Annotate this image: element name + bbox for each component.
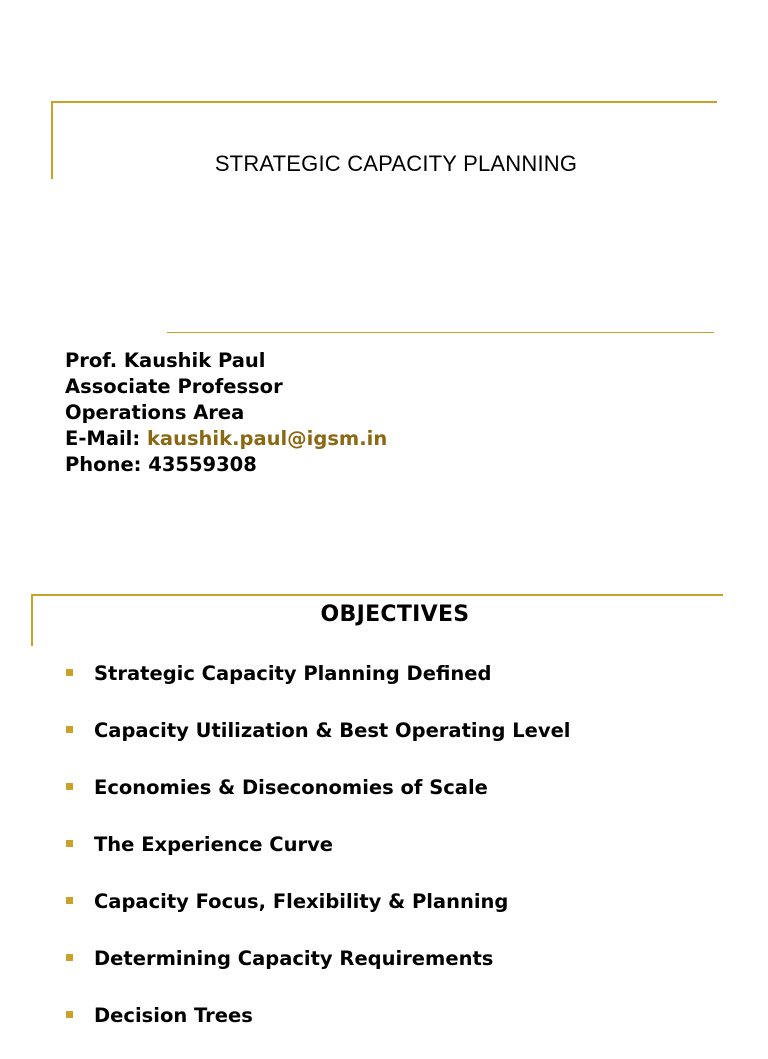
objectives-list — [0, 660, 570, 1059]
email-label: E-Mail: — [65, 427, 147, 450]
author-phone: Phone: 43559308 — [65, 453, 257, 476]
square-bullet-icon — [66, 726, 73, 733]
square-bullet-icon — [66, 669, 73, 676]
list-item-text: Capacity Utilization & Best Operating Level — [94, 719, 571, 742]
list-item-text: Economies & Diseconomies of Scale — [94, 776, 488, 799]
objectives-heading: OBJECTIVES — [320, 602, 470, 627]
list-item-text: Determining Capacity Requirements — [94, 947, 494, 970]
list-item — [0, 831, 570, 888]
author-block — [65, 348, 387, 478]
list-item — [0, 888, 570, 945]
square-bullet-icon — [66, 897, 73, 904]
author-email-line — [65, 426, 387, 452]
slide-title: STRATEGIC CAPACITY PLANNING — [214, 151, 578, 176]
slide-frame-top-line — [51, 101, 717, 103]
author-name: Prof. Kaushik Paul — [65, 349, 266, 372]
list-item — [0, 1002, 570, 1059]
email-link[interactable]: kaushik.paul@igsm.in — [146, 427, 388, 450]
author-position: Associate Professor — [65, 375, 283, 398]
author-department: Operations Area — [65, 401, 245, 424]
square-bullet-icon — [66, 783, 73, 790]
square-bullet-icon — [66, 1011, 73, 1018]
list-item-text: Capacity Focus, Flexibility & Planning — [94, 890, 509, 913]
list-item — [0, 717, 570, 774]
list-item-text: The Experience Curve — [94, 833, 334, 856]
title-divider-line — [167, 332, 714, 333]
square-bullet-icon — [66, 954, 73, 961]
list-item-text: Strategic Capacity Planning Defined — [94, 662, 492, 685]
list-item — [0, 945, 570, 1002]
list-item — [0, 774, 570, 831]
objectives-slide — [0, 590, 768, 1027]
list-item — [0, 660, 570, 717]
list-item-text: Decision Trees — [94, 1004, 253, 1027]
square-bullet-icon — [66, 840, 73, 847]
slide-frame-top-line — [31, 594, 723, 596]
